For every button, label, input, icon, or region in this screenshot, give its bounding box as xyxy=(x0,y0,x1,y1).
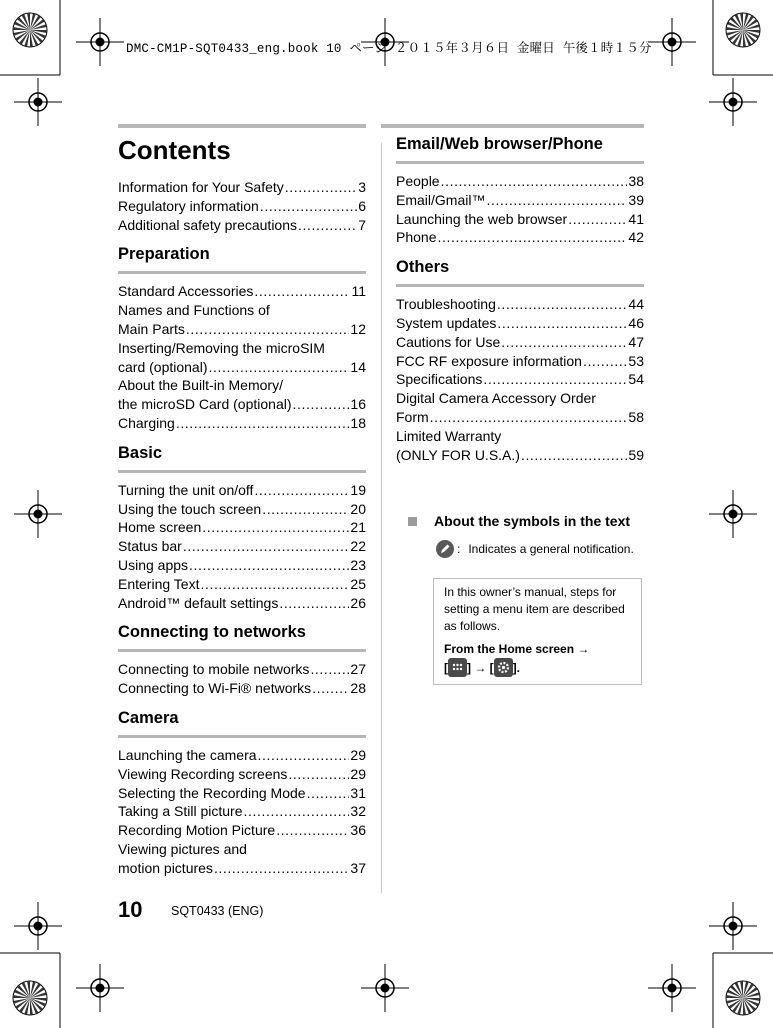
section-gap xyxy=(118,878,366,888)
left-sections xyxy=(118,244,366,887)
section-gap xyxy=(118,234,366,244)
toc-entry-text: Recording Motion Picture xyxy=(118,822,276,839)
toc-entry-text: Phone xyxy=(396,229,437,246)
page-title: Contents xyxy=(118,135,231,165)
registration-dot xyxy=(729,510,738,519)
toc-entry[interactable] xyxy=(118,784,366,803)
contents-left-column xyxy=(118,134,366,888)
toc-entry-text: motion pictures xyxy=(118,859,213,876)
registration-dot xyxy=(96,38,105,47)
toc-entry-row xyxy=(396,333,644,352)
toc-entry-text: System updates xyxy=(396,314,497,331)
toc-page-number: 37 xyxy=(350,859,366,876)
toc-entry[interactable] xyxy=(396,427,644,465)
registration-dot xyxy=(34,922,43,931)
registration-dot xyxy=(34,98,43,107)
dot-leader xyxy=(583,352,627,371)
toc-entry[interactable] xyxy=(118,518,366,537)
toc-entry-row xyxy=(118,802,366,821)
toc-entry-row xyxy=(396,352,644,371)
dot-leader xyxy=(254,282,350,301)
toc-entry-row xyxy=(118,594,366,613)
toc-entry[interactable] xyxy=(118,594,366,613)
toc-entry-text: Connecting to mobile networks xyxy=(118,661,310,678)
registration-dot xyxy=(729,98,738,107)
toc-entry-text: Limited Warranty xyxy=(396,427,502,444)
toc-page-number: 7 xyxy=(358,216,366,233)
toc-entry[interactable] xyxy=(118,376,366,414)
toc-entry[interactable] xyxy=(118,537,366,556)
registration-dot xyxy=(96,984,105,993)
dot-leader xyxy=(521,446,627,465)
toc-entry-row xyxy=(396,210,644,229)
dot-leader xyxy=(202,518,349,537)
dot-leader xyxy=(497,314,627,333)
page-number: 10 xyxy=(118,897,143,922)
dot-leader xyxy=(260,197,357,216)
section-gap xyxy=(396,464,644,474)
toc-entry-row xyxy=(396,314,644,333)
toc-entry-row xyxy=(118,859,366,878)
section-rule xyxy=(118,271,366,274)
toc-entry[interactable] xyxy=(118,339,366,377)
toc-page-number: 18 xyxy=(350,414,366,431)
toc-entry-text: Form xyxy=(396,408,429,425)
file-header-line: DMC-CM1P-SQT0433_eng.book 10 ページ ２０１５年３月６日 金曜日 午後１時１５分 xyxy=(126,42,652,56)
toc-page-number: 23 xyxy=(350,556,366,573)
section-rule xyxy=(118,470,366,473)
pencil-note-icon xyxy=(436,540,454,558)
section-rule xyxy=(118,735,366,738)
column-divider xyxy=(381,143,382,893)
toc-entry-text: Regulatory information xyxy=(118,197,259,214)
dot-leader xyxy=(176,414,350,433)
toc-page-number: 11 xyxy=(351,283,366,300)
symbols-heading xyxy=(396,510,644,532)
toc-entry-row xyxy=(118,765,366,784)
toc-entry-row xyxy=(118,395,366,414)
section-gap xyxy=(118,698,366,708)
toc-entry-text: Additional safety precautions xyxy=(118,216,297,233)
toc-entry[interactable] xyxy=(396,228,644,247)
toc-entry-row xyxy=(396,408,644,427)
gray-square-bullet-icon xyxy=(408,517,417,526)
apps-grid-icon xyxy=(448,658,467,677)
toc-page-number: 25 xyxy=(350,575,366,592)
toc-entry-text: Names and Functions of xyxy=(118,302,270,319)
toc-entry[interactable] xyxy=(396,191,644,210)
toc-page-number: 26 xyxy=(350,594,366,611)
toc-entry[interactable] xyxy=(118,660,366,679)
toc-entry-text: Taking a Still picture xyxy=(118,803,243,820)
toc-entry-row xyxy=(118,178,366,197)
dot-leader xyxy=(200,575,349,594)
section-rule xyxy=(118,649,366,652)
dot-leader xyxy=(307,784,350,803)
toc-page-number: 28 xyxy=(350,680,366,697)
toc-page-number: 44 xyxy=(628,296,644,313)
toc-entry-row xyxy=(118,197,366,216)
toc-entry[interactable] xyxy=(118,575,366,594)
toc-entry-text: Status bar xyxy=(118,538,182,555)
toc-page-number: 12 xyxy=(350,320,366,337)
toc-entry[interactable] xyxy=(118,301,366,339)
toc-page-number: 29 xyxy=(350,746,366,763)
registration-dot xyxy=(668,984,677,993)
section-heading: Basic xyxy=(118,443,163,462)
toc-entry[interactable] xyxy=(118,746,366,765)
toc-entry-text: Inserting/Removing the microSIM xyxy=(118,339,325,356)
bracket-middle: ] → [ xyxy=(467,661,494,675)
section-heading: Others xyxy=(396,258,450,277)
toc-entry[interactable] xyxy=(118,178,366,197)
toc-page-number: 53 xyxy=(628,352,644,369)
right-sections xyxy=(396,134,644,474)
toc-entry-row xyxy=(118,414,366,433)
dot-leader xyxy=(183,537,350,556)
dot-leader xyxy=(437,228,627,247)
toc-entry[interactable] xyxy=(396,333,644,352)
intro-entries xyxy=(118,178,366,244)
toc-page-number: 54 xyxy=(628,371,644,388)
toc-entry-text: Launching the camera xyxy=(118,746,257,763)
dot-leader xyxy=(497,295,628,314)
toc-page-number: 39 xyxy=(628,191,644,208)
note-colon: : xyxy=(457,542,461,556)
toc-entry-text: Launching the web browser xyxy=(396,210,568,227)
section-heading: Email/Web browser/Phone xyxy=(396,135,603,153)
dot-leader xyxy=(288,765,349,784)
dot-leader xyxy=(501,333,627,352)
dot-leader xyxy=(262,500,349,519)
toc-entry-text: People xyxy=(396,173,440,189)
registration-dot xyxy=(729,922,738,931)
section-rule xyxy=(396,284,644,287)
toc-entry[interactable] xyxy=(396,352,644,371)
toc-entry-row xyxy=(396,191,644,210)
toc-page-number: 38 xyxy=(628,173,644,189)
toc-entry-row xyxy=(118,821,366,840)
toc-entry-row xyxy=(396,446,644,465)
toc-entry[interactable] xyxy=(396,370,644,389)
note-description: Indicates a general notification. xyxy=(468,542,634,556)
toc-page-number: 41 xyxy=(628,210,644,227)
box-path-line xyxy=(444,641,631,677)
toc-entry-row xyxy=(118,320,366,339)
toc-entry[interactable] xyxy=(118,765,366,784)
toc-entry[interactable] xyxy=(118,821,366,840)
dot-leader xyxy=(568,210,627,229)
dot-leader xyxy=(285,178,357,197)
toc-entry-row xyxy=(396,295,644,314)
dot-leader xyxy=(276,821,349,840)
toc-entry-text: the microSD Card (optional) xyxy=(118,396,292,413)
registration-dot xyxy=(668,38,677,47)
toc-entry-text: FCC RF exposure information xyxy=(396,352,582,369)
dot-leader xyxy=(298,216,357,235)
dot-leader xyxy=(279,594,349,613)
toc-page-number: 21 xyxy=(350,519,366,536)
toc-entry-row xyxy=(118,481,366,500)
toc-entry-row xyxy=(118,679,366,698)
toc-entry[interactable] xyxy=(118,216,366,235)
toc-entry-text: Specifications xyxy=(396,371,483,388)
registration-dot xyxy=(34,510,43,519)
symbols-heading-text: About the symbols in the text xyxy=(434,513,631,529)
toc-entry[interactable] xyxy=(396,389,644,427)
box-path-prefix: From the Home screen → xyxy=(444,642,590,656)
registration-dot xyxy=(381,984,390,993)
toc-page-number: 36 xyxy=(350,822,366,839)
toc-entry-text: About the Built-in Memory/ xyxy=(118,377,283,394)
bracket-close: ]. xyxy=(512,661,521,675)
dot-leader xyxy=(189,556,349,575)
section-gap xyxy=(118,612,366,622)
toc-entry-row xyxy=(118,500,366,519)
section-heading: Connecting to networks xyxy=(118,623,306,642)
toc-entry-row xyxy=(118,537,366,556)
bracket-open: [ xyxy=(444,661,448,675)
note-symbol-row xyxy=(436,540,644,558)
toc-entry-row xyxy=(118,660,366,679)
toc-page-number: 19 xyxy=(350,481,366,498)
dot-leader xyxy=(254,481,349,500)
toc-entry[interactable] xyxy=(118,282,366,301)
toc-entry[interactable] xyxy=(396,210,644,229)
dot-leader xyxy=(209,358,350,377)
toc-entry[interactable] xyxy=(118,481,366,500)
toc-entry-row xyxy=(118,746,366,765)
dot-leader xyxy=(486,191,627,210)
toc-entry-text: Main Parts xyxy=(118,320,185,337)
dot-leader xyxy=(186,320,350,339)
toc-entry-row xyxy=(118,282,366,301)
toc-entry[interactable] xyxy=(396,314,644,333)
toc-page-number: 42 xyxy=(628,229,644,246)
toc-entry-text: Viewing pictures and xyxy=(118,840,247,857)
section-heading: Preparation xyxy=(118,245,210,264)
dot-leader xyxy=(441,172,628,191)
toc-entry[interactable] xyxy=(118,802,366,821)
toc-entry-text: Digital Camera Accessory Order xyxy=(396,390,596,407)
toc-page-number: 32 xyxy=(350,803,366,820)
symbols-section xyxy=(396,510,644,558)
toc-entry[interactable] xyxy=(118,197,366,216)
toc-entry-text: Using the touch screen xyxy=(118,500,262,517)
top-rule-right xyxy=(381,124,644,128)
toc-entry-text: Turning the unit on/off xyxy=(118,481,254,498)
toc-entry-text: Android™ default settings xyxy=(118,594,279,611)
toc-page-number: 31 xyxy=(350,784,366,801)
toc-entry-row xyxy=(118,358,366,377)
toc-entry[interactable] xyxy=(118,679,366,698)
toc-entry[interactable] xyxy=(118,556,366,575)
toc-entry-text: Information for Your Safety xyxy=(118,179,284,195)
toc-entry-row xyxy=(118,784,366,803)
toc-entry-text: Entering Text xyxy=(118,575,200,592)
toc-entry[interactable] xyxy=(118,414,366,433)
toc-entry-text: card (optional) xyxy=(118,358,208,375)
dot-leader xyxy=(244,802,350,821)
toc-entry-row xyxy=(396,370,644,389)
toc-entry[interactable] xyxy=(118,500,366,519)
toc-page-number: 29 xyxy=(350,765,366,782)
toc-page-number: 27 xyxy=(350,661,366,678)
dot-leader xyxy=(310,660,349,679)
contents-right-column xyxy=(396,134,644,474)
toc-entry-row xyxy=(396,172,644,191)
document-code: SQT0433 (ENG) xyxy=(171,904,264,918)
toc-entry[interactable] xyxy=(118,840,366,878)
toc-page-number: 16 xyxy=(350,396,366,413)
toc-entry-text: Email/Gmail™ xyxy=(396,191,486,208)
dot-leader xyxy=(312,679,349,698)
dot-leader xyxy=(293,395,350,414)
toc-page-number: 3 xyxy=(358,179,366,195)
toc-entry-text: Cautions for Use xyxy=(396,333,501,350)
toc-entry-text: Home screen xyxy=(118,519,202,536)
menu-steps-box xyxy=(433,578,642,685)
toc-page-number: 47 xyxy=(628,333,644,350)
section-heading: Camera xyxy=(118,708,179,727)
toc-page-number: 59 xyxy=(628,446,644,463)
toc-entry-text: Using apps xyxy=(118,556,189,573)
dot-leader xyxy=(258,746,350,765)
toc-entry-row xyxy=(118,556,366,575)
dot-leader xyxy=(214,859,349,878)
top-rule-left xyxy=(118,124,366,128)
dot-leader xyxy=(483,370,627,389)
settings-gear-icon xyxy=(494,658,513,677)
toc-page-number: 14 xyxy=(350,358,366,375)
toc-entry-text: Selecting the Recording Mode xyxy=(118,784,306,801)
toc-entry-row xyxy=(118,518,366,537)
toc-entry-text: Troubleshooting xyxy=(396,296,496,313)
section-gap xyxy=(396,247,644,257)
toc-entry-text: Viewing Recording screens xyxy=(118,765,288,782)
section-gap xyxy=(118,433,366,443)
toc-page-number: 6 xyxy=(358,197,366,214)
toc-page-number: 46 xyxy=(628,314,644,331)
toc-entry-row xyxy=(118,575,366,594)
toc-entry-text: Charging xyxy=(118,414,175,431)
dot-leader xyxy=(430,408,628,427)
toc-entry[interactable] xyxy=(396,172,644,191)
toc-entry-text: Connecting to Wi-Fi® networks xyxy=(118,680,312,697)
toc-page-number: 20 xyxy=(350,500,366,517)
toc-page-number: 22 xyxy=(350,538,366,555)
toc-entry-text: (ONLY FOR U.S.A.) xyxy=(396,446,520,463)
box-description: In this owner’s manual, steps for setting a menu item are described as follows. xyxy=(444,585,625,633)
toc-entry-text: Standard Accessories xyxy=(118,283,254,300)
section-rule xyxy=(396,161,644,164)
toc-entry-row xyxy=(118,216,366,235)
toc-entry[interactable] xyxy=(396,295,644,314)
toc-entry-row xyxy=(396,228,644,247)
toc-page-number: 58 xyxy=(628,408,644,425)
